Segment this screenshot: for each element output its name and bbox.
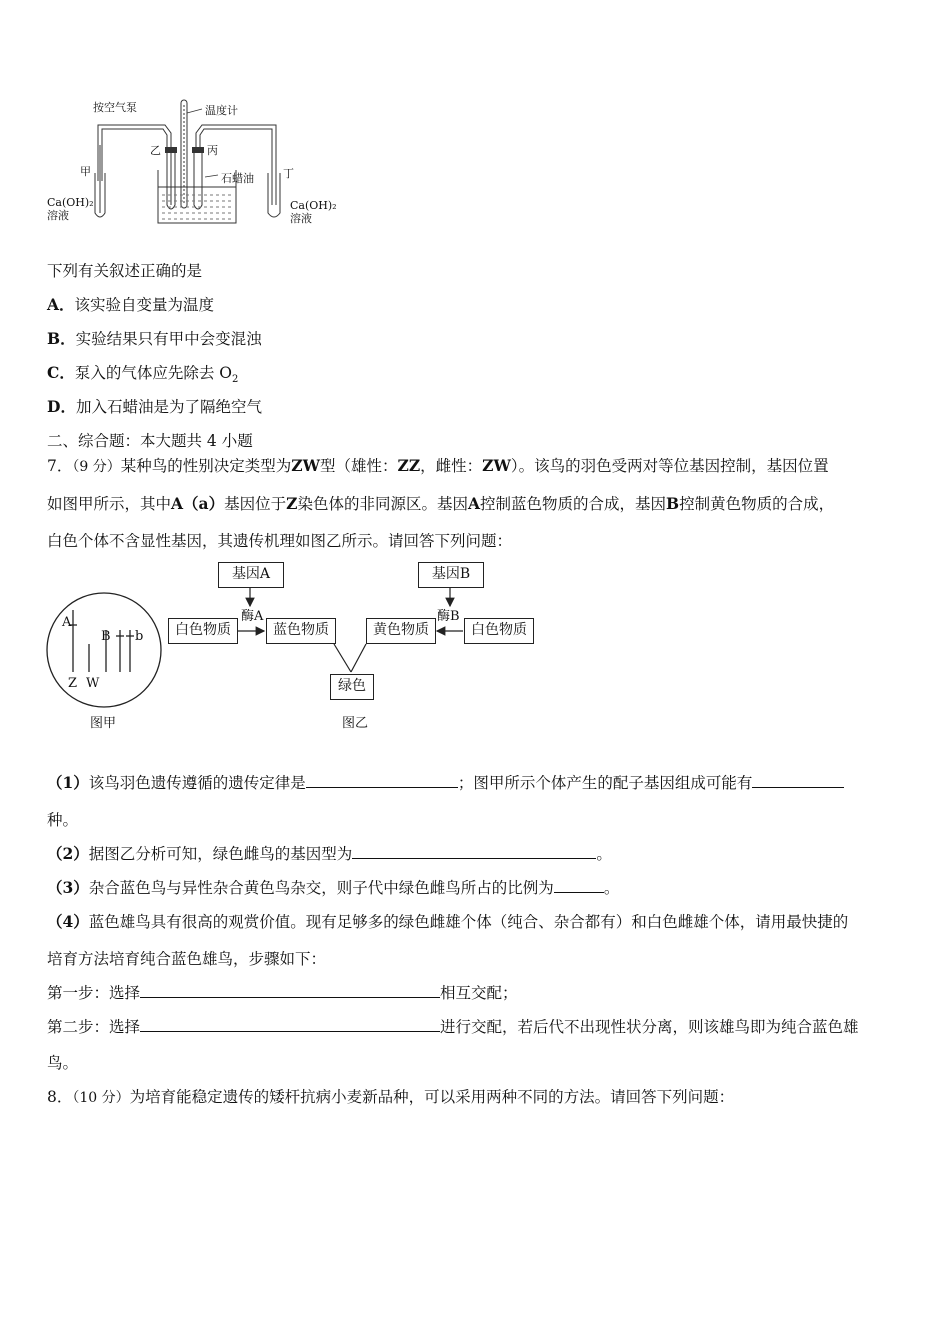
q7-sub3 (47, 878, 619, 898)
text: ZW (291, 456, 320, 475)
q7-step2 (47, 1017, 859, 1037)
text: 。 (603, 879, 620, 897)
option-key: B． (47, 329, 76, 348)
tube-bing-label: 丙 (207, 144, 218, 157)
q6-option-a (47, 295, 214, 315)
pump-label: 按空气泵 (93, 101, 137, 114)
thermometer-label: 温度计 (205, 104, 238, 117)
q7-step2-cont: 鸟。 (47, 1054, 79, 1072)
paraffin-label: 石蜡油 (221, 172, 254, 185)
option-key: A． (47, 295, 75, 314)
text: ；图甲所示个体产生的配子基因组成可能有 (457, 774, 753, 792)
solution-right-label: 溶液 (290, 212, 312, 225)
text: ZZ (397, 456, 421, 475)
text: A（a） (171, 494, 225, 513)
q7-sub4-line2: 培育方法培育纯合蓝色雄鸟，步骤如下： (47, 950, 327, 968)
blue-substance: 蓝色物质 (266, 618, 336, 644)
q7-line1 (47, 456, 829, 477)
q6-option-d (47, 397, 262, 417)
text: 蓝色雄鸟具有很高的观赏价值。现有足够多的绿色雌雄个体（纯合、杂合都有）和白色雌雄个体，请用最快捷的 (88, 913, 849, 931)
thermometer (181, 100, 187, 208)
q7-step1 (47, 983, 518, 1003)
gene-B-label: B (101, 629, 111, 644)
text: （4） (47, 912, 89, 931)
option-text: 泵入的气体应先除去 O (74, 364, 232, 382)
gene-B-box: 基因B (418, 562, 484, 588)
caoh-left-label: Ca(OH)₂ (47, 196, 94, 209)
tube-jia (95, 145, 105, 217)
q7-sub1 (47, 773, 844, 793)
white-substance-2: 白色物质 (464, 618, 534, 644)
text: 第二步：选择 (47, 1018, 141, 1036)
text: ZW (482, 456, 511, 475)
answer-blank[interactable] (352, 844, 596, 859)
text: 。 (596, 845, 612, 863)
option-key: D． (47, 397, 76, 416)
answer-blank[interactable] (752, 773, 844, 788)
solution-left-label: 溶液 (47, 209, 69, 222)
figure-jia-caption: 图甲 (90, 716, 117, 731)
text: 据图乙分析可知，绿色雌鸟的基因型为 (88, 845, 353, 863)
text: 型（雄性： (319, 457, 398, 475)
tube-jia-label: 甲 (80, 165, 91, 178)
gene-A-box: 基因A (218, 562, 284, 588)
option-subscript: 2 (231, 374, 239, 386)
q6-option-b (47, 329, 262, 349)
text: 控制黄色物质的合成， (679, 495, 835, 513)
text: 相互交配； (440, 984, 518, 1002)
gene-A-label: A (62, 615, 72, 630)
q8-points: （10 分） (72, 1090, 130, 1106)
text: 某种鸟的性别决定类型为 (120, 457, 292, 475)
q7-sub1-cont: 种。 (47, 811, 79, 829)
answer-blank[interactable] (140, 1017, 440, 1032)
text: 该鸟羽色遗传遵循的遗传定律是 (88, 774, 306, 792)
caoh-right-label: Ca(OH)₂ (290, 199, 337, 212)
q7-sub2 (47, 844, 612, 864)
q7-number: 7． (47, 457, 73, 475)
text: 控制蓝色物质的合成，基因 (479, 495, 666, 513)
tube-ding-label: 丁 (283, 167, 294, 180)
q7-sub4-line1 (47, 912, 848, 932)
enzyme-B-label: 酶B (437, 609, 460, 624)
answer-blank[interactable] (140, 983, 440, 998)
answer-blank[interactable] (554, 878, 604, 893)
text: （3） (47, 878, 89, 897)
q7-line3: 白色个体不含显性基因，其遗传机理如图乙所示。请回答下列问题： (47, 532, 513, 550)
text: 杂合蓝色鸟与异性杂合黄色鸟杂交，则子代中绿色雌鸟所占的比例为 (88, 879, 554, 897)
figure-yi-caption: 图乙 (342, 716, 369, 731)
stopper-bing (192, 147, 204, 153)
text: （1） (47, 773, 89, 792)
text: 基因位于 (224, 495, 287, 513)
q6-option-c (47, 363, 238, 390)
text: 进行交配，若后代不出现性状分离，则该雄鸟即为纯合蓝色雄 (440, 1018, 859, 1036)
white-substance-1: 白色物质 (168, 618, 238, 644)
text: B (666, 494, 680, 513)
option-text: 加入石蜡油是为了隔绝空气 (75, 398, 262, 416)
q6-stem: 下列有关叙述正确的是 (47, 262, 203, 280)
q8-number: 8． (47, 1088, 73, 1106)
text: A (467, 494, 480, 513)
answer-blank[interactable] (306, 773, 458, 788)
tube-yi-label: 乙 (150, 144, 161, 157)
tube-left-pipe (98, 125, 171, 205)
q8-line (47, 1087, 734, 1108)
section-title: 二、综合题：本大题共 4 小题 (47, 432, 253, 450)
stopper-yi (165, 147, 177, 153)
tube-ding (268, 173, 280, 217)
text: 如图甲所示，其中 (47, 495, 172, 513)
chromosome-Z-label: Z (68, 676, 78, 691)
option-key: C． (47, 363, 75, 382)
text: 染色体的非同源区。基因 (297, 495, 468, 513)
q7-line2 (47, 494, 834, 514)
chromosome-drawing (44, 592, 164, 712)
text: （2） (47, 844, 89, 863)
text: Z (286, 494, 298, 513)
yellow-substance: 黄色物质 (366, 618, 436, 644)
enzyme-A-label: 酶A (241, 609, 264, 624)
option-text: 该实验自变量为温度 (74, 296, 215, 314)
q7-points: （9 分） (72, 459, 121, 475)
text: ）。该鸟的羽色受两对等位基因控制，基因位置 (510, 457, 829, 475)
text: 为培育能稳定遗传的矮杆抗病小麦新品种，可以采用两种不同的方法。请回答下列问题： (129, 1088, 735, 1106)
chromosome-W-label: W (86, 676, 100, 691)
green-box: 绿色 (330, 674, 374, 700)
gene-b-label: b (135, 629, 144, 644)
text: 第一步：选择 (47, 984, 141, 1002)
text: ，雌性： (420, 457, 483, 475)
option-text: 实验结果只有甲中会变混浊 (75, 330, 262, 348)
